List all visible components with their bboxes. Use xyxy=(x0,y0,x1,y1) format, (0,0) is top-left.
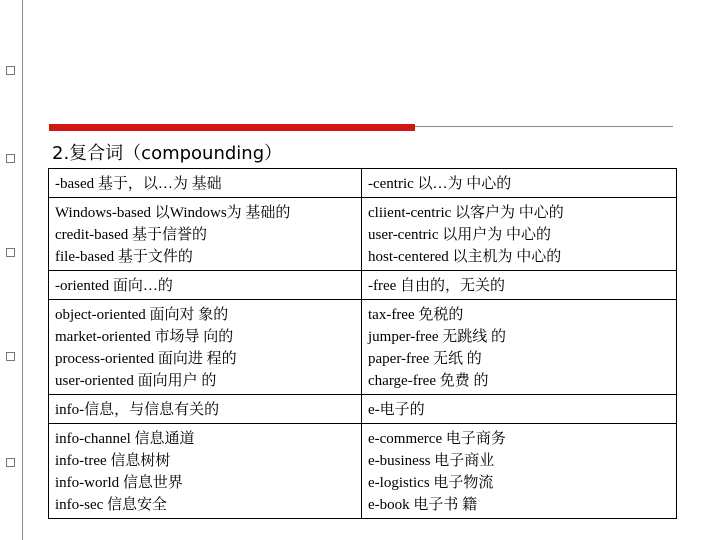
bullet-square-icon xyxy=(6,458,15,467)
cell-line: process-oriented 面向进 程的 xyxy=(55,351,237,367)
bullet-square-icon xyxy=(6,352,15,361)
table-row xyxy=(49,198,677,271)
cell-line: paper-free 无纸 的 xyxy=(368,351,482,367)
cell-line: user-centric 以用户为 中心的 xyxy=(368,227,551,243)
cell-line: file-based 基于文件的 xyxy=(55,249,193,265)
cell-line: info-信息，与信息有关的 xyxy=(55,402,220,418)
cell-line: e-logistics 电子物流 xyxy=(368,475,494,491)
cell-line: e-电子的 xyxy=(368,402,425,418)
cell-line: host-centered 以主机为 中心的 xyxy=(368,249,562,265)
table-cell-right xyxy=(362,395,677,424)
cell-line: object-oriented 面向对 象的 xyxy=(55,307,229,323)
bullet-square-icon xyxy=(6,248,15,257)
table-cell-right xyxy=(362,424,677,519)
cell-line: e-book 电子书 籍 xyxy=(368,497,478,513)
bullet-square-icon xyxy=(6,154,15,163)
compound-word-table xyxy=(48,168,677,519)
table-cell-right xyxy=(362,271,677,300)
table-row xyxy=(49,395,677,424)
cell-line: -free 自由的，无关的 xyxy=(368,278,506,294)
table-cell-left xyxy=(49,169,362,198)
table-cell-left xyxy=(49,300,362,395)
cell-line: credit-based 基于信誉的 xyxy=(55,227,208,243)
cell-line: -oriented 面向…的 xyxy=(55,278,173,294)
cell-line: Windows-based 以Windows为 基础的 xyxy=(55,205,291,221)
table-cell-right xyxy=(362,300,677,395)
table-row xyxy=(49,300,677,395)
table-row xyxy=(49,271,677,300)
bullet-square-icon xyxy=(6,66,15,75)
table-row xyxy=(49,424,677,519)
left-guide-line xyxy=(22,0,23,540)
table-row xyxy=(49,169,677,198)
accent-bar xyxy=(49,124,415,131)
cell-line: info-channel 信息通道 xyxy=(55,431,195,447)
cell-line: e-business 电子商业 xyxy=(368,453,495,469)
cell-line: e-commerce 电子商务 xyxy=(368,431,506,447)
cell-line: -centric 以…为 中心的 xyxy=(368,176,512,192)
table-cell-left xyxy=(49,395,362,424)
table-cell-right xyxy=(362,169,677,198)
table-cell-left xyxy=(49,271,362,300)
cell-line: charge-free 免费 的 xyxy=(368,373,489,389)
cell-line: info-tree 信息树树 xyxy=(55,453,171,469)
cell-line: info-world 信息世界 xyxy=(55,475,183,491)
table-cell-left xyxy=(49,198,362,271)
cell-line: -based 基于，以…为 基础 xyxy=(55,176,222,192)
slide-title: 2.复合词（compounding） xyxy=(52,143,283,164)
cell-line: market-oriented 市场导 向的 xyxy=(55,329,234,345)
cell-line: cliient-centric 以客户为 中心的 xyxy=(368,205,564,221)
cell-line: info-sec 信息安全 xyxy=(55,497,168,513)
cell-line: jumper-free 无跳线 的 xyxy=(368,329,506,345)
table-cell-left xyxy=(49,424,362,519)
cell-line: user-oriented 面向用户 的 xyxy=(55,373,217,389)
table-cell-right xyxy=(362,198,677,271)
cell-line: tax-free 免税的 xyxy=(368,307,464,323)
